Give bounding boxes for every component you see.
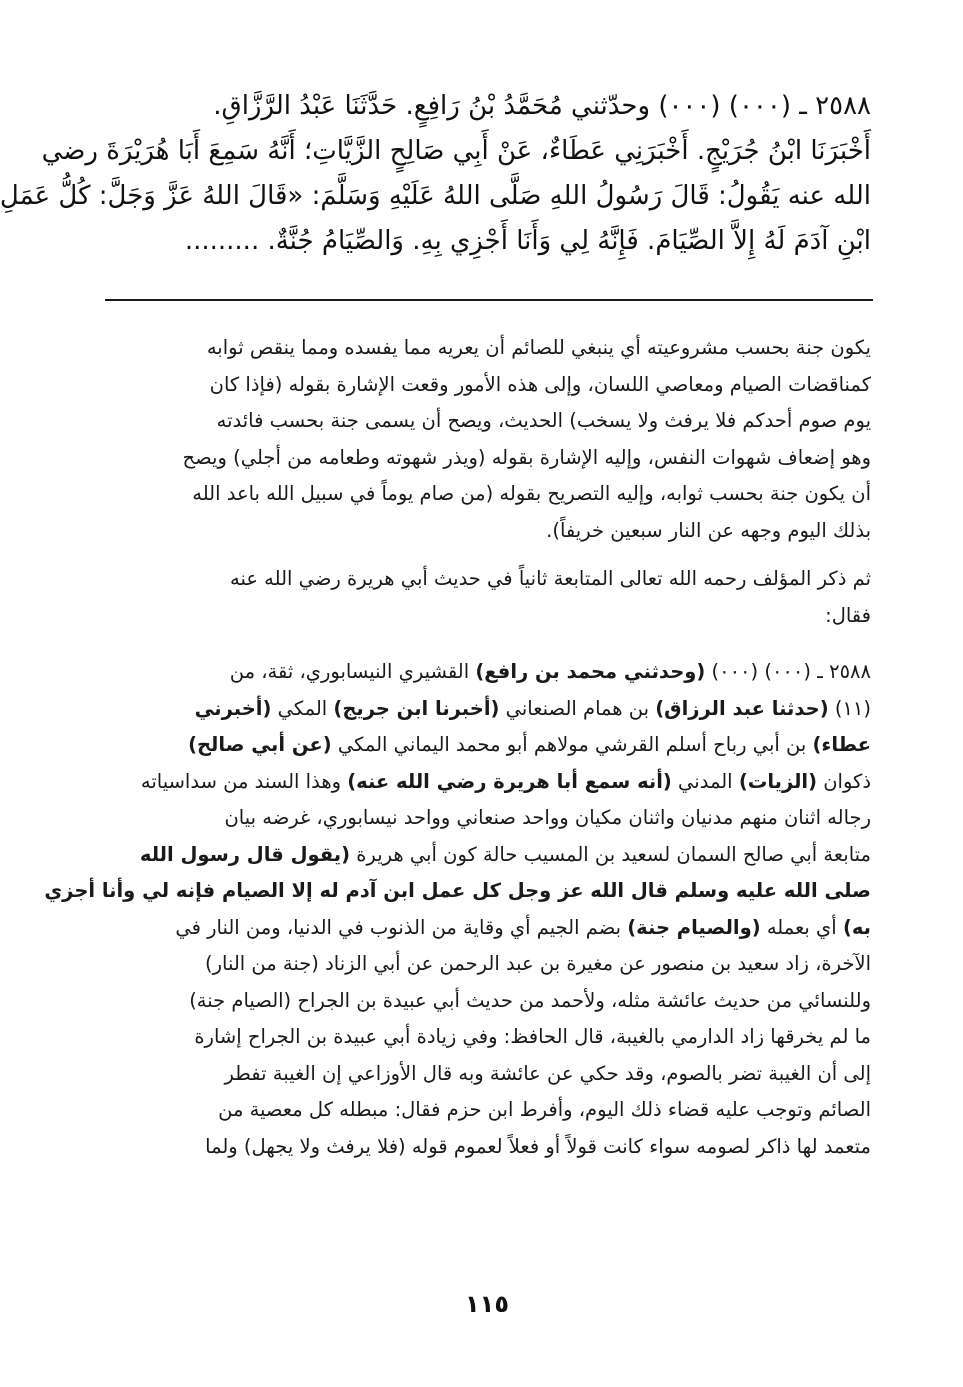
paragraph-gap <box>99 634 871 654</box>
commentary-line <box>99 691 871 728</box>
commentary-line <box>99 837 871 874</box>
plain-text: المكي <box>277 696 328 720</box>
plain-text: متابعة أبي صالح السمان لسعيد بن المسيب حالة كون أبي هريرة <box>356 842 871 866</box>
hadith-line: ابْنِ آدَمَ لَهُ إِلاَّ الصِّيَامَ. فَإِنَّهُ لِي وَأَنَا أَجْزِي بِهِ. وَالصِّيَامُ جُنَّةٌ. ......... <box>184 226 871 256</box>
paragraph-gap <box>99 549 871 561</box>
plain-text: بضم الجيم أي وقاية من الذنوب في الدنيا، ومن النار في <box>175 915 622 939</box>
commentary-line: وللنسائي من حديث عائشة مثله، ولأحمد من حديث أبي عبيدة بن الجراح (الصيام جنة) <box>189 988 871 1012</box>
quoted-text: (أخبرنا ابن جريج) <box>333 696 500 720</box>
commentary-line <box>99 727 871 764</box>
page-number: ١١٥ <box>465 1290 509 1318</box>
commentary-line: إلى أن الغيبة تضر بالصوم، وقد حكي عن عائشة وبه قال الأوزاعي إن الغيبة تفطر <box>224 1061 871 1085</box>
commentary-line: وهو إضعاف شهوات النفس، وإليه الإشارة بقوله (ويذر شهوته وطعامه من أجلي) ويصح <box>182 445 871 469</box>
plain-text: القشيري النيسابوري، ثقة، من <box>229 660 470 683</box>
commentary-line: ما لم يخرقها زاد الدارمي بالغيبة، قال الحافظ: وفي زيادة أبي عبيدة بن الجراح إشارة <box>194 1025 871 1048</box>
commentary-line: أن يكون جنة بحسب ثوابه، وإليه التصريح بقوله (من صام يوماً في سبيل الله باعد الله <box>192 482 871 505</box>
plain-text: بن أبي رباح أسلم القرشي مولاهم أبو محمد اليماني المكي <box>337 733 807 756</box>
quoted-text: عطاء) <box>812 733 871 756</box>
hadith-line: أَخْبَرَنَا ابْنُ جُرَيْجٍ. أَخْبَرَنِي عَطَاءٌ، عَنْ أَبِي صَالِحٍ الزَّيَّاتِ؛ أَنَّهُ سَمِعَ أَبَا هُرَيْرَةَ رضي <box>41 136 871 166</box>
commentary-line: يكون جنة بحسب مشروعيته أي ينبغي للصائم أن يعريه مما يفسده ومما ينقص ثوابه <box>206 336 871 359</box>
quoted-text: (والصيام جنة) <box>627 915 761 939</box>
section-divider <box>105 299 873 301</box>
quoted-text: (يقول قال رسول الله <box>139 842 351 866</box>
author-note-line: ثم ذكر المؤلف رحمه الله تعالى المتابعة ثانياً في حديث أبي هريرة رضي الله عنه <box>229 567 871 590</box>
hadith-line: ٢٥٨٨ ـ (٠٠٠) (٠٠٠) وحدّثني مُحَمَّدُ بْنُ رَافِعٍ. حَدَّثَنَا عَبْدُ الرَّزَّاقِ. <box>213 91 871 121</box>
plain-text: المدني <box>678 769 733 793</box>
plain-text: وهذا السند من سداسياته <box>140 769 342 793</box>
quoted-text: (وحدثني محمد بن رافع) <box>475 660 706 683</box>
plain-text: بن همام الصنعاني <box>505 696 650 720</box>
plain-text: (١١) <box>834 696 871 720</box>
quoted-text: به) <box>842 915 871 939</box>
commentary-block <box>44 330 871 1165</box>
commentary-line: يوم صوم أحدكم فلا يرفث ولا يسخب) الحديث، ويصح أن يسمى جنة بحسب فائدته <box>216 409 871 432</box>
hadith-number: ٢٥٨٨ ـ (٠٠٠) (٠٠٠) <box>711 660 871 683</box>
quoted-text: (حدثنا عبد الرزاق) <box>655 696 829 720</box>
commentary-line <box>99 654 871 691</box>
quoted-text: (أخبرني <box>194 696 272 720</box>
quoted-text: (الزيات) <box>738 769 818 793</box>
commentary-line <box>99 764 871 801</box>
quoted-text: (عن أبي صالح) <box>188 733 332 756</box>
commentary-line <box>99 910 871 947</box>
plain-text: ذكوان <box>823 769 871 793</box>
quoted-text: (أنه سمع أبا هريرة رضي الله عنه) <box>347 769 672 793</box>
commentary-line: متعمد لها ذاكر لصومه سواء كانت قولاً أو فعلاً لعموم قوله (فلا يرفث ولا يجهل) ولما <box>205 1134 871 1158</box>
commentary-line: كمناقضات الصيام ومعاصي اللسان، وإلى هذه الأمور وقعت الإشارة بقوله (فإذا كان <box>209 372 871 396</box>
author-note-line: فقال: <box>825 603 871 627</box>
commentary-line: الصائم وتوجب عليه قضاء ذلك اليوم، وأفرط ابن حزم فقال: مبطله كل معصية من <box>218 1098 871 1121</box>
hadith-line: الله عنه يَقُولُ: قَالَ رَسُولُ اللهِ صَلَّى اللهُ عَلَيْهِ وَسَلَّمَ: «قَالَ اللهُ عَزَّ وَجَلَّ: كُلُّ عَمَلِ <box>0 181 871 211</box>
commentary-line: الآخرة، زاد سعيد بن منصور عن مغيرة بن عبد الرحمن عن أبي الزناد (جنة من النار) <box>205 952 871 975</box>
commentary-line: صلى الله عليه وسلم قال الله عز وجل كل عمل ابن آدم له إلا الصيام فإنه لي وأنا أجزي <box>44 879 871 902</box>
hadith-text-block <box>0 84 871 264</box>
commentary-line: بذلك اليوم وجهه عن النار سبعين خريفاً). <box>546 518 871 542</box>
commentary-line: رجاله اثنان منهم مدنيان واثنان مكيان وواحد صنعاني وواحد نيسابوري، غرضه بيان <box>224 806 871 829</box>
plain-text: أي بعمله <box>766 915 837 939</box>
